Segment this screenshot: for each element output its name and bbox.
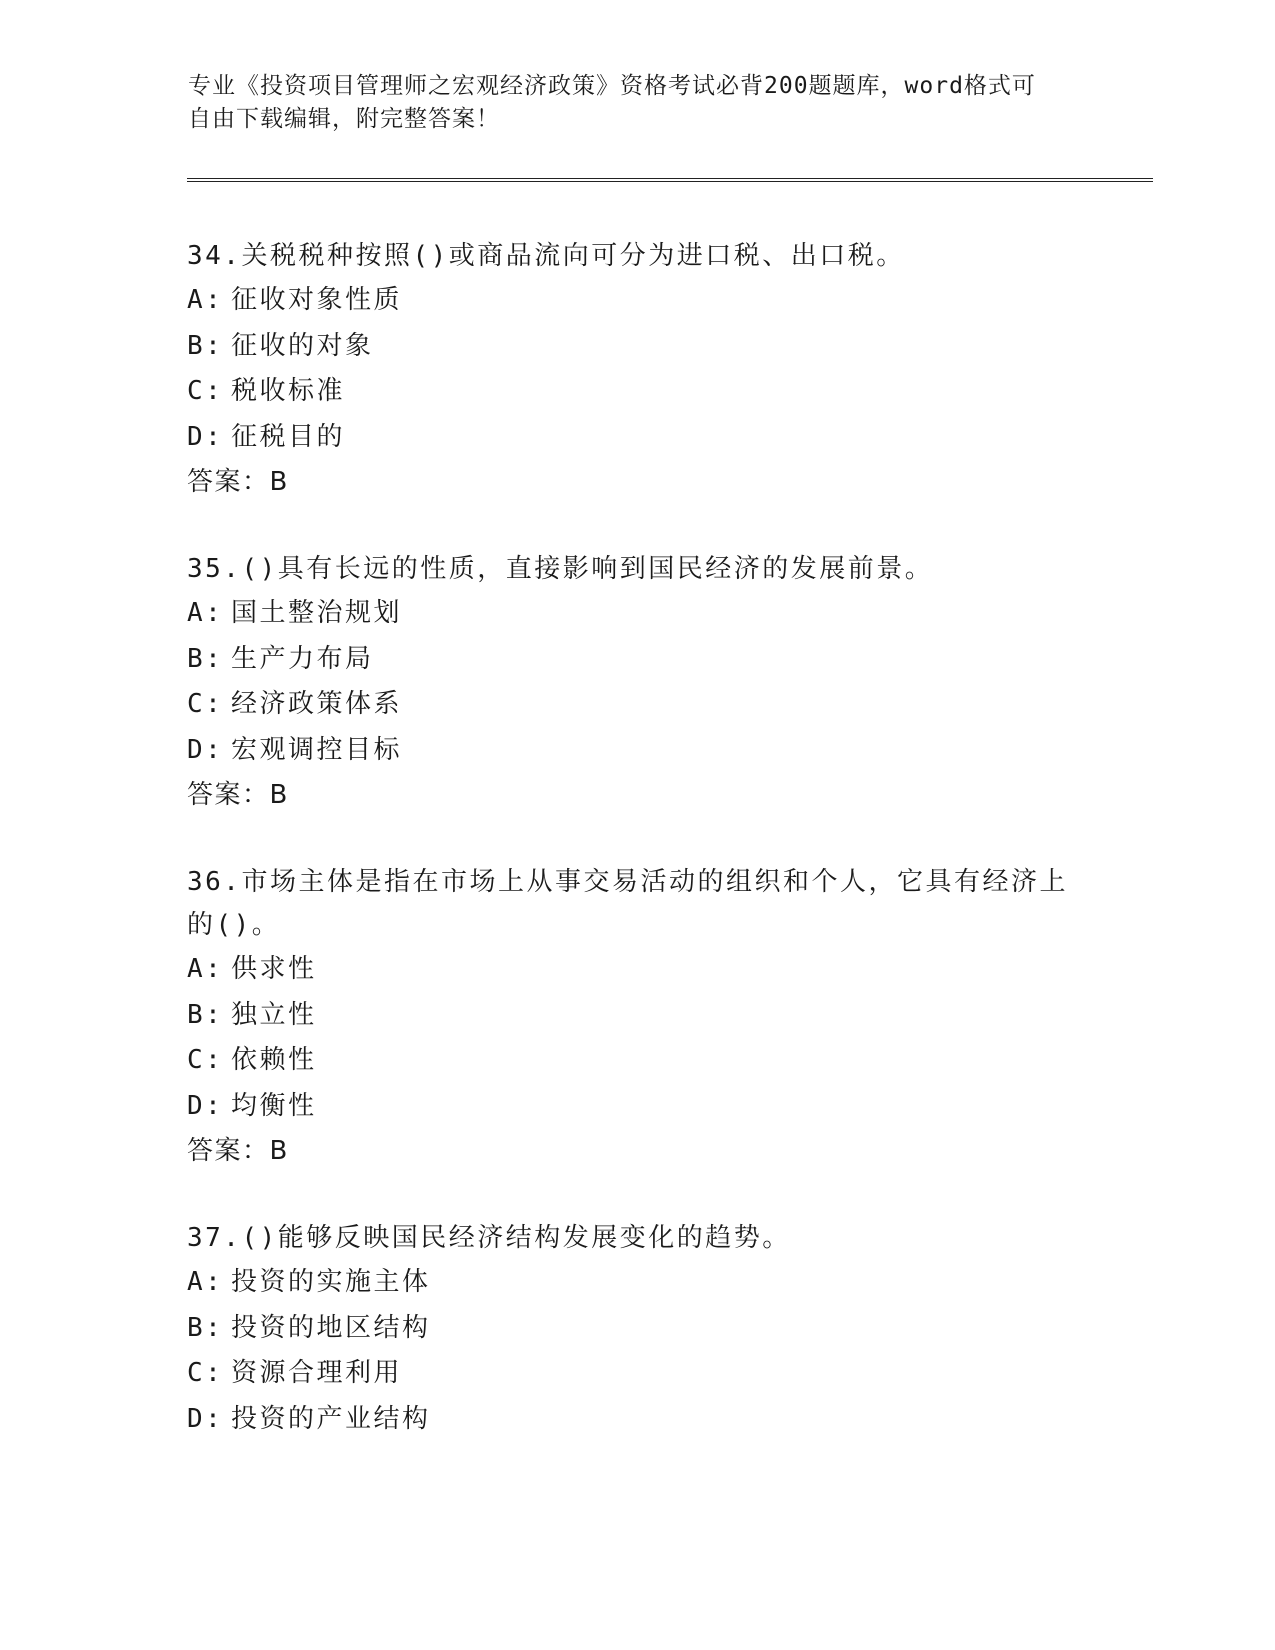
option-letter: C:	[187, 689, 224, 719]
option-letter: D:	[187, 734, 224, 765]
option-d	[187, 1084, 1087, 1130]
option-c	[187, 1351, 1087, 1397]
option-text: 资源合理利用	[231, 1358, 403, 1388]
option-letter: A:	[187, 1267, 224, 1297]
option-letter: B:	[187, 330, 224, 361]
document-header	[188, 70, 1068, 136]
option-letter: C:	[187, 1045, 224, 1075]
option-b	[187, 993, 1087, 1039]
option-letter: B:	[187, 643, 224, 674]
option-text: 国土整治规划	[231, 598, 403, 628]
option-letter: B:	[187, 999, 224, 1030]
option-letter: C:	[187, 1358, 224, 1388]
option-b	[187, 1306, 1087, 1352]
question-34	[187, 235, 1087, 504]
question-37	[187, 1217, 1087, 1442]
option-d	[187, 728, 1087, 774]
header-title-line-1: 专业《投资项目管理师之宏观经济政策》资格考试必背200题题库，word格式可	[188, 73, 1036, 99]
question-stem-line-2: 的()。	[187, 910, 281, 940]
option-a	[187, 1260, 1087, 1306]
option-letter: A:	[187, 285, 224, 315]
option-a	[187, 947, 1087, 993]
option-letter: D:	[187, 1090, 224, 1121]
option-b	[187, 637, 1087, 683]
answer-line: 答案：B	[187, 467, 289, 497]
option-text: 独立性	[231, 999, 317, 1030]
option-letter: B:	[187, 1312, 224, 1343]
option-text: 征收对象性质	[231, 285, 403, 315]
header-title-line-2: 自由下载编辑，附完整答案！	[188, 106, 500, 132]
option-text: 投资的实施主体	[231, 1267, 431, 1297]
question-stem-line-1: 36.市场主体是指在市场上从事交易活动的组织和个人，它具有经济上	[187, 867, 1068, 897]
option-letter: D:	[187, 1403, 224, 1434]
option-text: 投资的地区结构	[231, 1312, 431, 1343]
option-c	[187, 682, 1087, 728]
option-letter: A:	[187, 954, 224, 984]
option-c	[187, 1038, 1087, 1084]
answer-line: 答案：B	[187, 780, 289, 810]
option-letter: A:	[187, 598, 224, 628]
header-double-rule	[187, 178, 1153, 182]
option-text: 税收标准	[231, 376, 346, 406]
option-c	[187, 369, 1087, 415]
option-letter: C:	[187, 376, 224, 406]
option-text: 征税目的	[231, 421, 346, 452]
option-b	[187, 324, 1087, 370]
option-text: 依赖性	[231, 1045, 317, 1075]
question-stem: 37.()能够反映国民经济结构发展变化的趋势。	[187, 1223, 791, 1253]
option-text: 供求性	[231, 954, 317, 984]
option-text: 经济政策体系	[231, 689, 403, 719]
option-text: 均衡性	[231, 1090, 317, 1121]
question-list	[187, 235, 1087, 1486]
question-stem: 35.()具有长远的性质，直接影响到国民经济的发展前景。	[187, 554, 934, 584]
option-d	[187, 415, 1087, 461]
question-36	[187, 861, 1087, 1173]
option-text: 投资的产业结构	[231, 1403, 431, 1434]
option-a	[187, 591, 1087, 637]
answer-line: 答案：B	[187, 1136, 289, 1166]
option-letter: D:	[187, 421, 224, 452]
option-d	[187, 1397, 1087, 1443]
option-text: 宏观调控目标	[231, 734, 403, 765]
option-a	[187, 278, 1087, 324]
question-35	[187, 548, 1087, 817]
option-text: 征收的对象	[231, 330, 374, 361]
question-stem: 34.关税税种按照()或商品流向可分为进口税、出口税。	[187, 241, 905, 271]
option-text: 生产力布局	[231, 643, 374, 674]
